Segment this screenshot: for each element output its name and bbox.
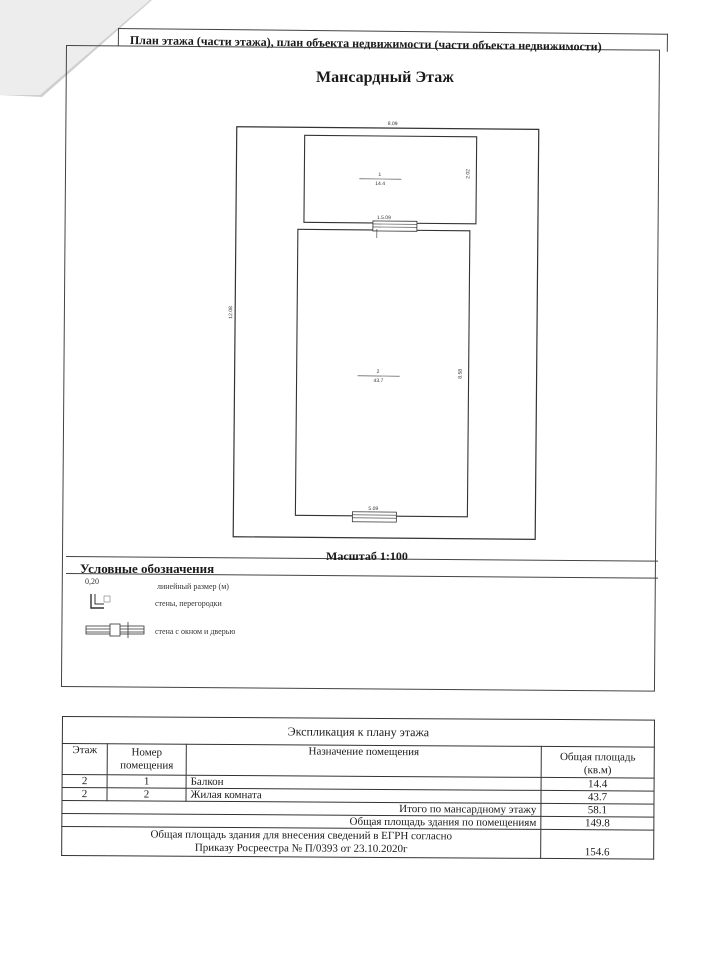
header-area: Общая площадь (кв.м) [541,746,654,778]
egrn-label-line-1: Общая площадь здания для внесения сведений в ЕГРН согласно [150,828,453,843]
room-2-area: 43.7 [373,377,384,385]
total-building-label: Общая площадь здания по помещениям [62,814,541,830]
room-1-area: 14.4 [375,180,386,188]
room-1-height-label: 2.02 [465,169,472,179]
outer-height-label: 12.08 [228,306,235,319]
room-2-number: 2 [376,368,380,375]
row-1-floor: 2 [62,775,107,788]
explication-title: Экспликация к плану этажа [62,717,654,748]
window-door-symbol [86,622,144,638]
legend-window-door-label: стена с окном и дверью [155,627,236,636]
door-bottom-label: 5.09 [368,505,379,512]
legend-title: Условные обозначения [80,561,215,576]
row-1-purpose: Балкон [186,775,541,790]
header-room-no: Номер помещения [107,744,186,775]
legend-walls-label: стены, перегородки [155,599,222,608]
total-mansard-label: Итого по мансардному этажу [62,801,541,817]
outer-width-label: 8.09 [387,121,398,128]
row-2-purpose: Жилая комната [186,788,541,803]
room-1-number: 1 [378,171,382,179]
row-2-room-no: 2 [107,788,186,801]
header-purpose: Назначение помещения [186,744,541,777]
scale-label: Масштаб 1:100 [326,549,408,563]
row-2-floor: 2 [62,788,107,801]
header-floor: Этаж [62,744,107,775]
legend-dimension-label: линейный размер (м) [157,582,229,591]
total-mansard-value: 58.1 [541,803,654,817]
row-2-area: 43.7 [541,790,654,804]
floor-title: Мансардный Этаж [316,69,454,86]
room-2-height-label: 8.58 [457,368,464,379]
egrn-value: 154.6 [541,829,654,859]
egrn-label-line-2: Приказу Росреестра № П/0393 от 23.10.2020г [194,841,408,856]
door-top-label: 1.5.09 [376,214,391,222]
explication-table [61,716,655,860]
walls-symbol [91,594,110,608]
plan-header-title: План этажа (части этажа), план объекта недвижимости (части объекта недвижимости) [129,33,602,54]
legend-dimension-sample: 0,20 [85,577,99,586]
row-1-area: 14.4 [541,777,654,791]
row-1-room-no: 1 [107,775,186,788]
total-building-value: 149.8 [541,816,654,830]
